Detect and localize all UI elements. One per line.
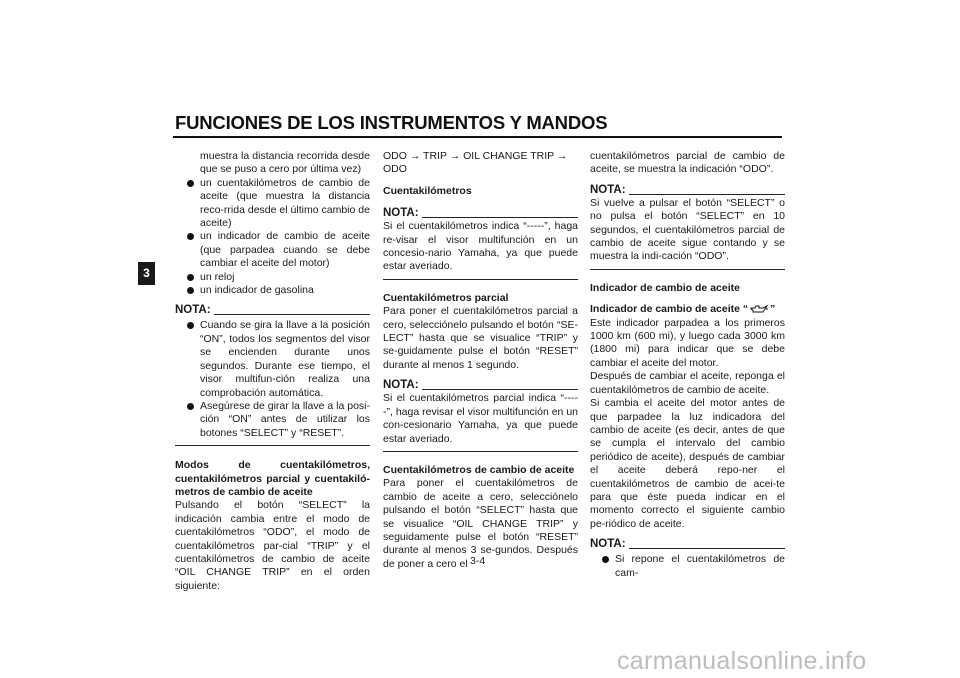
section-heading: Modos de cuentakilómetros, cuentakilómetros parcial y cuentakiló-metros de cambio de aceite (175, 459, 370, 498)
bullet-icon (187, 233, 194, 240)
body-text: Si cambia el aceite del motor antes de que parpadee la luz indicadora del cambio de aceite (es decir, antes de que se cumpla el intervalo del cambio periódico de aceite), después de cambiar el aceite deberá repo-ner el cuentakilómetros de cambio de acei-te para que éste pueda indicar en el momento correcto el siguiente cambio pe-riódico de aceite. (590, 397, 785, 530)
column-3 (590, 150, 785, 580)
note-rule (422, 217, 578, 218)
section-tab: 3 (138, 262, 155, 285)
header-rule (173, 136, 782, 138)
note-heading: NOTA: (383, 206, 578, 220)
column-2 (383, 150, 578, 571)
body-text: Pulsando el botón “SELECT” la indicación cambia entre el modo de cuentakilómetros “ODO”, el modo de cuentakilómetros par-cial “TRIP” y el cuentakilómetros de cambio de aceite “OIL CHANGE TRIP” en el orden siguiente: (175, 499, 370, 592)
body-text: Este indicador parpadea a los primeros 1000 km (600 mi), y luego cada 3000 km (1800 mi) para indicar que se debe cambiar el aceite del motor. (590, 316, 785, 369)
section-heading-with-icon: Indicador de cambio de aceite “ ” (590, 303, 776, 316)
list-item: Asegúrese de girar la llave a la posi-ción “ON” antes de utilizar los botones “SELECT” y “RESET”. (175, 400, 370, 440)
note-text: Si el cuentakilómetros parcial indica “-----”, haga revisar el visor multifunción en un con-cesionario Yamaha, ya que puede estar averiado. (383, 392, 578, 445)
section-heading: Cuentakilómetros (383, 184, 472, 197)
bullet-icon (187, 403, 194, 410)
bullet-icon (187, 287, 194, 294)
body-text: Para poner el cuentakilómetros de cambio de aceite a cero, selecciónelo pulsando el botón “SELECT” hasta que se visualice “OIL CHANGE TRIP” y seguidamente pulse el botón “RESET” durante al menos 3 se-gundos. Después de poner a cero el (383, 477, 578, 570)
mode-sequence: ODO → TRIP → OIL CHANGE TRIP → ODO (383, 150, 568, 176)
body-text: cuentakilómetros parcial de cambio de aceite, se muestra la indicación “ODO”. (590, 150, 785, 176)
list-item: un indicador de gasolina (175, 284, 370, 297)
note-rule (214, 314, 370, 315)
note-heading: NOTA: (590, 183, 785, 197)
bullet-icon (187, 274, 194, 281)
list-item: un indicador de cambio de aceite (que parpadea cuando se debe cambiar el aceite del motor) (175, 230, 370, 270)
page-header-title: FUNCIONES DE LOS INSTRUMENTOS Y MANDOS (175, 112, 608, 133)
body-text: Para poner el cuentakilómetros parcial a cero, selecciónelo pulsando el botón “SE-LECT” hasta que se visualice “TRIP” y se-guidamente pulse el botón “RESET” durante al menos 1 segundo. (383, 305, 578, 371)
page-number: 3-4 (470, 555, 486, 567)
note-list (175, 319, 370, 440)
oil-can-icon (750, 304, 768, 314)
note-heading: NOTA: (175, 303, 370, 317)
section-heading: Cuentakilómetros parcial (383, 291, 509, 304)
note-rule (629, 194, 785, 195)
bullet-icon (187, 322, 194, 329)
list-item: un cuentakilómetros de cambio de aceite (que muestra la distancia reco-rrida desde el último cambio de aceite) (175, 177, 370, 231)
section-heading: Indicador de cambio de aceite (590, 281, 740, 294)
column-1 (175, 150, 370, 593)
note-rule (422, 389, 578, 390)
note-rule (629, 548, 785, 549)
note-text: Si vuelve a pulsar el botón “SELECT” o no pulsa el botón “SELECT” en 10 segundos, el cuentakilómetros parcial de cambio de aceite sigue contando y se muestra la indi-cación “ODO”. (590, 196, 785, 263)
list-item: Cuando se gira la llave a la posición “ON”, todos los segmentos del visor se encienden durante unos segundos. Durante ese tiempo, el visor multifun-ción realiza una comprobación automática. (175, 319, 370, 399)
list-item: Si repone el cuentakilómetros de cam- (590, 553, 785, 580)
note-heading: NOTA: (383, 378, 578, 392)
bullet-icon (187, 180, 194, 187)
section-heading: Cuentakilómetros de cambio de aceite (383, 463, 575, 476)
body-text: Después de cambiar el aceite, reponga el cuentakilómetros de cambio de aceite. (590, 370, 785, 396)
watermark: carmanualsonline.info (617, 647, 867, 675)
note-text: Si el cuentakilómetros indica “-----”, haga re-visar el visor multifunción en un concesio-nario Yamaha, ya que puede estar averiado. (383, 220, 578, 273)
note-list (590, 553, 785, 580)
feature-list (175, 177, 370, 298)
note-heading: NOTA: (590, 537, 785, 551)
list-item: un reloj (175, 271, 370, 284)
bullet-icon (602, 556, 609, 563)
intro-text: muestra la distancia recorrida desde que se puso a cero por última vez) (200, 150, 370, 176)
